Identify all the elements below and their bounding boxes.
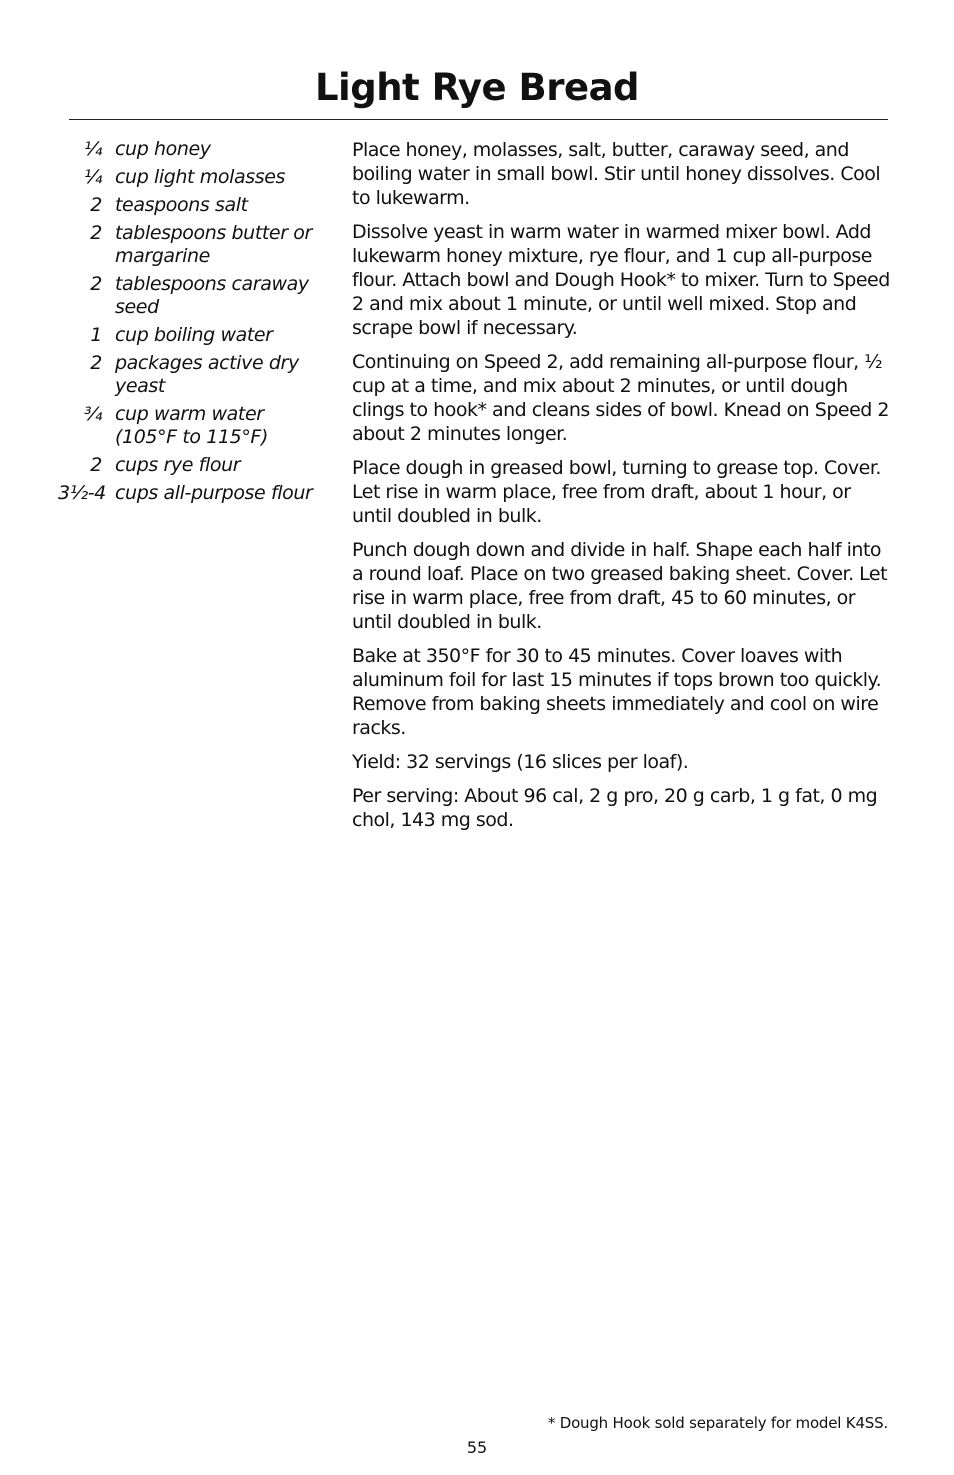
ingredient-item <box>58 454 328 477</box>
ingredient-name: cup honey <box>115 138 211 160</box>
ingredient-item <box>58 166 328 189</box>
page-number: 55 <box>466 1438 488 1457</box>
ingredient-name: cup light molasses <box>115 166 285 188</box>
ingredient-name: teaspoons salt <box>115 194 248 216</box>
ingredient-item <box>58 482 328 505</box>
ingredient-name: cups rye flour <box>115 454 241 476</box>
recipe-title: Light Rye Bread <box>314 66 640 109</box>
direction-step: Punch dough down and divide in half. Shape each half into a round loaf. Place on two greased baking sheet. Cover. Let rise in warm place, free from draft, 45 to 60 minutes, or until doubled in bulk. <box>352 539 888 633</box>
ingredient-item <box>58 324 328 347</box>
yield-text: Yield: 32 servings (16 slices per loaf). <box>352 751 689 773</box>
ingredient-quantity: 1 <box>90 324 102 346</box>
ingredient-quantity: 2 <box>90 194 102 216</box>
ingredient-list <box>58 138 328 510</box>
ingredient-quantity: ¼ <box>83 138 102 160</box>
direction-step: Continuing on Speed 2, add remaining all-purpose flour, ½ cup at a time, and mix about 2 minutes, or until dough clings to hook* and cleans sides of bowl. Knead on Speed 2 about 2 minutes longer. <box>352 351 889 445</box>
direction-step: Place honey, molasses, salt, butter, caraway seed, and boiling water in small bowl. Stir until honey dissolves. Cool to lukewarm. <box>352 139 881 209</box>
direction-step: Dissolve yeast in warm water in warmed mixer bowl. Add lukewarm honey mixture, rye flour, and 1 cup all-purpose flour. Attach bowl and Dough Hook* to mixer. Turn to Speed 2 and mix about 1 minute, or until well mixed. Stop and scrape bowl if necessary. <box>352 221 890 339</box>
ingredient-name: cup warm water (105°F to 115°F) <box>115 403 268 448</box>
ingredient-quantity: ¾ <box>83 403 102 425</box>
ingredient-name: tablespoons butter or margarine <box>115 222 312 267</box>
title-divider <box>69 119 888 120</box>
direction-step: Place dough in greased bowl, turning to grease top. Cover. Let rise in warm place, free from draft, about 1 hour, or until doubled in bulk. <box>352 457 881 527</box>
ingredient-quantity: 2 <box>90 222 102 244</box>
ingredient-name: cups all-purpose flour <box>115 482 313 504</box>
ingredient-quantity: 3½-4 <box>58 482 106 504</box>
ingredient-quantity: 2 <box>90 273 102 295</box>
direction-step: Bake at 350°F for 30 to 45 minutes. Cover loaves with aluminum foil for last 15 minutes if tops brown too quickly. Remove from baking sheets immediately and cool on wire racks. <box>352 645 882 739</box>
ingredient-name: tablespoons caraway seed <box>115 273 309 318</box>
ingredient-item <box>58 194 328 217</box>
directions <box>352 138 892 842</box>
footnote: * Dough Hook sold separately for model K4SS. <box>547 1414 888 1432</box>
ingredient-item <box>58 273 328 319</box>
ingredient-quantity: 2 <box>90 352 102 374</box>
ingredient-name: packages active dry yeast <box>115 352 299 397</box>
ingredient-quantity: ¼ <box>83 166 102 188</box>
nutrition-text: Per serving: About 96 cal, 2 g pro, 20 g carb, 1 g fat, 0 mg chol, 143 mg sod. <box>352 785 878 831</box>
ingredient-item <box>58 138 328 161</box>
ingredient-quantity: 2 <box>90 454 102 476</box>
ingredient-name: cup boiling water <box>115 324 273 346</box>
ingredient-item <box>58 222 328 268</box>
ingredient-item <box>58 352 328 398</box>
ingredient-item <box>58 403 328 449</box>
